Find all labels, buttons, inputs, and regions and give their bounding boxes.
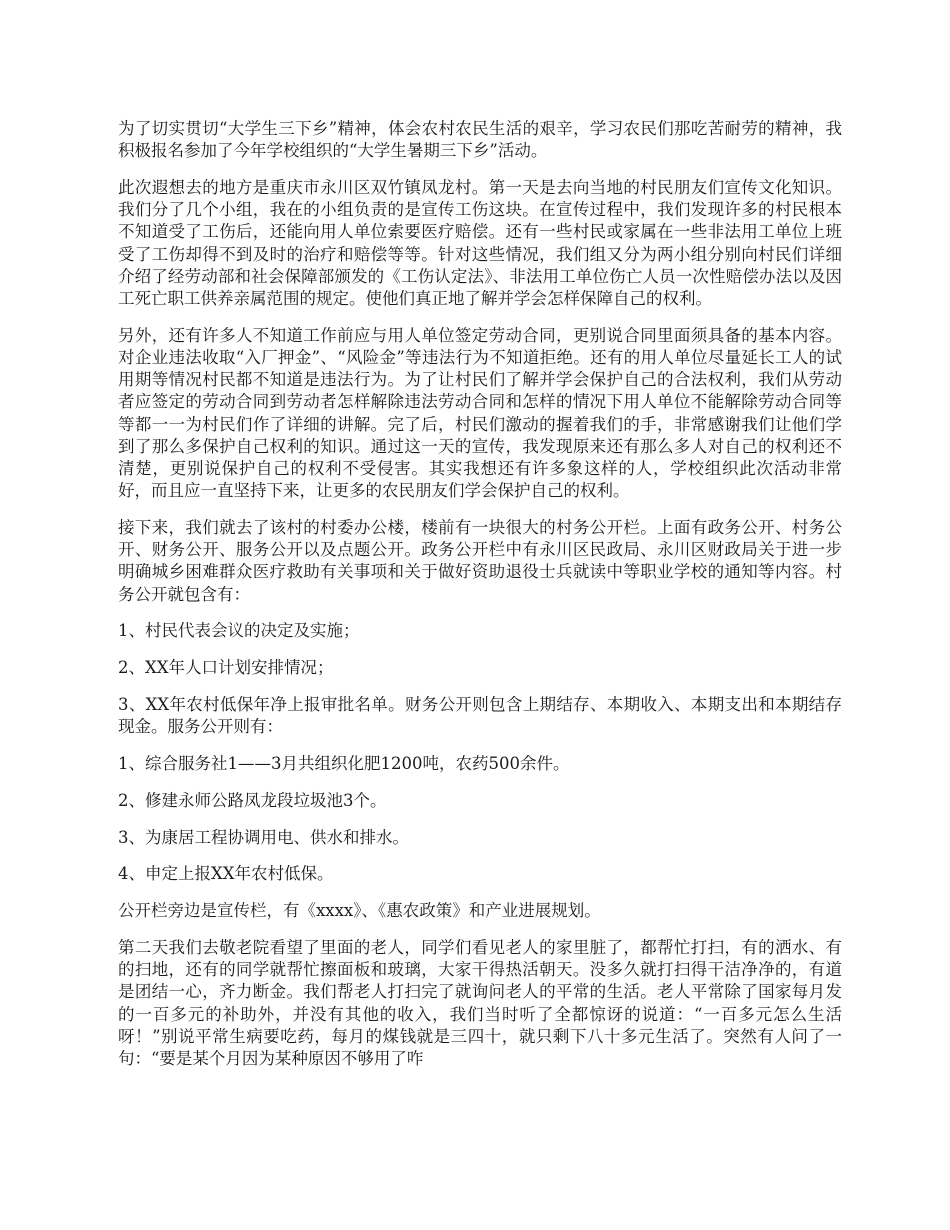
- document-body: [118, 118, 842, 1070]
- paragraph-labor-contract: 另外，还有许多人不知道工作前应与用人单位签定劳动合同，更别说合同里面须具备的基本内容。对企业违法收取“入厂押金”、“风险金”等违法行为不知道拒绝。还有的用人单位尽量延长工人的试用期等情况村民都不知道是违法行为。为了让村民们了解并学会保护自己的合法权利，我们从劳动者应签定的劳动合同到劳动者怎样解除违法劳动合同和怎样的情况下用人单位不能解除劳动合同等等都一一为村民们作了详细的讲解。完了后，村民们激动的握着我们的手，非常感谢我们让他们学到了那么多保护自己权利的知识。通过这一天的宣传，我发现原来还有那么多人对自己的权利还不清楚，更别说保护自己的权利不受侵害。其实我想还有许多象这样的人，学校组织此次活动非常好，而且应一直坚持下来，让更多的农民朋友们学会保护自己的权利。: [118, 325, 842, 501]
- list-item-service-4: 4、申定上报XX年农村低保。: [118, 864, 334, 884]
- list-item-service-3: 3、为康居工程协调用电、供水和排水。: [118, 827, 409, 847]
- paragraph-first-day: 此次遐想去的地方是重庆市永川区双竹镇凤龙村。第一天是去向当地的村民朋友们宣传文化知识。我们分了几个小组，我在的小组负责的是宣传工伤这块。在宣传过程中，我们发现许多的村民根本不知道受了工伤后，还能向用人单位索要医疗赔偿。还有一些村民或家属在一些非法用工单位上班受了工伤却得不到及时的治疗和赔偿等等。针对这些情况，我们组又分为两小组分别向村民们详细介绍了经劳动部和社会保障部颁发的《工伤认定法》、非法用工单位伤亡人员一次性赔偿办法以及因工死亡职工供养亲属范围的规定。使他们真正地了解并学会怎样保障自己的权利。: [118, 178, 842, 309]
- list-item-service-1: 1、综合服务社1——3月共组织化肥1200吨，农药500余件。: [118, 754, 570, 774]
- paragraph-village-board: 接下来，我们就去了该村的村委办公楼，楼前有一块很大的村务公开栏。上面有政务公开、村务公开、财务公开、服务公开以及点题公开。政务公开栏中有永川区民政局、永川区财政局关于进一步明确城乡困难群众医疗救助有关事项和关于做好资助退役士兵就读中等职业学校的通知等内容。村务公开就包含有：: [118, 518, 842, 604]
- list-item-village-3: 3、XX年农村低保年净上报审批名单。财务公开则包含上期结存、本期收入、本期支出和本期结存现金。服务公开则有：: [118, 695, 842, 737]
- paragraph-publicity-board: 公开栏旁边是宣传栏，有《xxxx》、《惠农政策》和产业进展规划。: [118, 901, 601, 921]
- list-item-village-1: 1、村民代表会议的决定及实施；: [118, 621, 360, 641]
- paragraph-second-day: 第二天我们去敬老院看望了里面的老人，同学们看见老人的家里脏了，都帮忙打扫，有的洒水、有的扫地，还有的同学就帮忙擦面板和玻璃，大家干得热活朝天。没多久就打扫得干洁净净的，有道是团结一心，齐力断金。我们帮老人打扫完了就询问老人的平常的生活。老人平常除了国家每月发的一百多元的补助外，并没有其他的收入，我们当时听了全都惊讶的说道：“一百多元怎么生活呀！”别说平常生病要吃药，每月的煤钱就是三四十，就只剩下八十多元生活了。突然有人问了一句：“要是某个月因为某种原因不够用了咋: [118, 938, 842, 1069]
- list-item-village-2: 2、XX年人口计划安排情况；: [118, 658, 334, 678]
- paragraph-intro: 为了切实贯切“大学生三下乡”精神，体会农村农民生活的艰辛，学习农民们那吃苦耐劳的精神，我积极报名参加了今年学校组织的“大学生暑期三下乡”活动。: [118, 119, 842, 161]
- list-item-service-2: 2、修建永师公路凤龙段垃圾池3个。: [118, 790, 387, 810]
